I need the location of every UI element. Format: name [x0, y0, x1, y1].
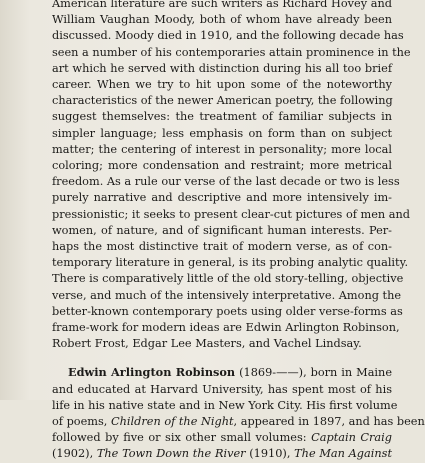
text-line: characteristics of the newer American poetry, the following: [52, 94, 393, 108]
text-line: [52, 446, 392, 462]
author-heading: Edwin Arlington Robinson: [68, 365, 236, 380]
text-line: freedom. As a rule our verse of the last decade or two is less: [52, 175, 400, 189]
page-text: [52, 0, 425, 463]
text-line: suggest themselves: the treatment of familiar subjects in: [52, 110, 392, 124]
paragraph-gap: [52, 352, 392, 364]
text-line: seen a number of his contemporaries attain prominence in the: [52, 45, 411, 59]
text-line: coloring; more condensation and restraint; more metrical: [52, 159, 392, 173]
text-line: American literature are such writers as Richard Hovey and: [52, 0, 392, 10]
text-line: verse, and much of the intensively interpretative. Among the: [52, 288, 402, 302]
text-line: discussed. Moody died in 1910, and the following decade has: [52, 29, 404, 43]
text-line: career. When we try to hit upon some of the noteworthy: [52, 78, 392, 92]
text-run: of poems,: [52, 415, 111, 429]
book-title: The Man Against: [294, 447, 393, 461]
text-line: purely narrative and descriptive and more intensively im-: [52, 191, 392, 205]
text-line: women, of nature, and of significant human interests. Per-: [52, 223, 392, 237]
text-line: simpler language; less emphasis on form than on subject: [52, 126, 392, 140]
text-line: life in his native state and in New York City. His first volume: [52, 398, 398, 412]
text-line: better-known contemporary poets using older verse-forms as: [52, 304, 403, 318]
text-line: [52, 430, 392, 446]
text-line: There is comparatively little of the old story-telling, objective: [52, 272, 404, 286]
text-run: , appeared in 1897, and has been: [233, 415, 425, 429]
text-line: art which he served with distinction during his all too brief: [52, 61, 392, 75]
text-line: Robert Frost, Edgar Lee Masters, and Vachel Lindsay.: [52, 337, 362, 351]
text-run: (1869-——), born in Maine: [235, 366, 393, 380]
text-line: pressionistic; it seeks to present clear-cut pictures of men and: [52, 207, 411, 221]
paragraph-robinson: [52, 364, 425, 462]
paragraph-newer-american-poetry: [52, 0, 411, 352]
book-title: Children of the Night: [110, 415, 234, 429]
text-line: [52, 364, 392, 381]
text-line: temporary literature in general, is its probing analytic quality.: [52, 256, 409, 270]
text-line: frame-work for modern ideas are Edwin Arlington Robinson,: [52, 321, 400, 335]
text-line: matter; the centering of interest in personality; more local: [52, 142, 392, 156]
book-title: Captain Craig: [311, 431, 392, 445]
text-run: (1902),: [52, 447, 97, 461]
text-run: (1910),: [245, 447, 295, 461]
book-title: The Town Down the River: [96, 447, 246, 461]
text-line: William Vaughan Moody, both of whom have already been: [52, 13, 392, 27]
text-line: haps the most distinctive trait of modern verse, as of con-: [52, 240, 392, 254]
text-line: [52, 414, 425, 430]
text-run: followed by five or six other small volumes:: [52, 431, 312, 445]
text-line: and educated at Harvard University, has spent most of his: [52, 382, 392, 396]
